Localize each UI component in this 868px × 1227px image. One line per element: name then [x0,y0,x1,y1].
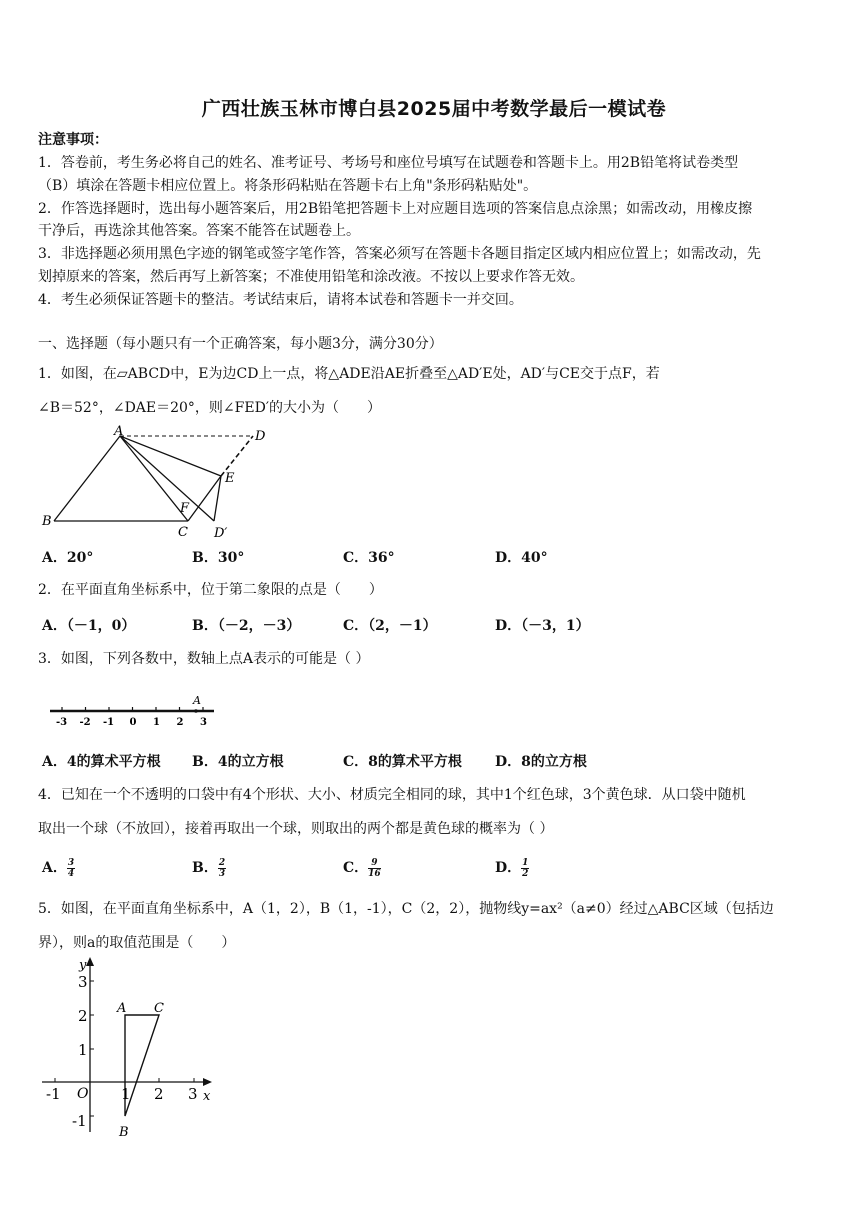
q4-option-b-fraction [218,858,226,879]
question-1-line1: 1．如图，在▱ABCD中，E为边CD上一点，将△ADE沿AE折叠至△AD′E处，AD′与CE交于点F，若 [38,366,660,382]
fraction-numerator: 1 [522,857,529,868]
q4-option-d-label: D． [495,860,522,876]
fraction-numerator: 3 [67,857,75,868]
q4-option-c-fraction [368,858,381,879]
q2-option-b: B．（－2，－3） [192,618,301,634]
q4-option-a [42,857,75,879]
question-2: 2．在平面直角坐标系中，位于第二象限的点是（ ） [38,582,383,598]
graph-x-label: x [203,1089,211,1104]
number-line-tick-label: 1 [153,717,160,728]
fraction-numerator: 9 [368,858,381,869]
q4-option-d-fraction [521,858,529,879]
notice-item: （B）填涂在答题卡相应位置上。将条形码粘贴在答题卡右上角"条形码粘贴处"。 [38,178,538,194]
graph-x-tick: 1 [121,1085,131,1103]
notice-item: 4．考生必须保证答题卡的整洁。考试结束后，请将本试卷和答题卡一并交回。 [38,292,523,308]
q2-option-d: D．（－3，1） [495,618,590,634]
fraction-denominator: 2 [522,868,529,879]
graph-x-tick: 3 [188,1085,198,1103]
question-5-graph [38,954,218,1144]
q1-option-a: A．20° [42,550,94,566]
fraction-denominator: 3 [218,868,226,879]
fraction-denominator: 4 [67,868,75,879]
q1-option-c: C．36° [343,550,395,566]
q4-option-b-label: B． [192,860,218,876]
q4-option-d [495,857,529,879]
q3-option-a: A．4的算术平方根 [42,754,161,770]
number-line-tick-label: 3 [200,717,207,728]
q2-option-a: A．（－1，0） [42,618,136,634]
graph-point-b: B [119,1125,129,1140]
figure-label-f: F [180,501,190,516]
graph-y-tick: -1 [72,1112,87,1130]
figure-label-a: A [114,424,124,439]
q4-option-c-label: C． [343,860,369,876]
graph-y-tick: 1 [78,1041,88,1059]
question-4-line1: 4．已知在一个不透明的口袋中有4个形状、大小、材质完全相同的球，其中1个红色球，3个黄色球．从口袋中随机 [38,787,746,803]
q4-option-a-label: A． [42,860,67,876]
q3-option-d: D．8的立方根 [495,754,587,770]
number-line-tick-label: 2 [176,717,184,728]
q3-option-c: C．8的算术平方根 [343,754,462,770]
notice-item: 2．作答选择题时，选出每小题答案后，用2B铅笔把答题卡上对应题目选项的答案信息点涂黑；如需改动，用橡皮擦 [38,201,753,217]
question-1-figure [38,424,278,542]
graph-y-tick: 2 [78,1007,88,1025]
figure-label-c: C [178,525,188,540]
notice-heading: 注意事项： [38,132,108,148]
q2-option-c: C．（2，－1） [343,618,437,634]
number-line-point-label: A [192,694,201,707]
q1-option-d: D．40° [495,550,548,566]
number-line-tick-label: -3 [56,717,68,728]
graph-origin-label: O [77,1086,89,1102]
q4-option-c [343,857,381,879]
graph-point-a: A [117,1001,127,1016]
fraction-numerator: 2 [218,857,226,868]
figure-label-d-prime: D′ [214,526,228,541]
question-3: 3．如图，下列各数中，数轴上点A表示的可能是（ ） [38,651,370,667]
figure-label-e: E [225,471,235,486]
graph-point-c: C [154,1001,164,1016]
q3-option-b: B．4的立方根 [192,754,284,770]
section-heading: 一、选择题（每小题只有一个正确答案，每小题3分，满分30分） [38,336,443,352]
graph-x-tick: 2 [154,1085,164,1103]
number-line-tick-label: -2 [79,717,91,728]
number-line-tick-label: -1 [103,717,115,728]
question-5-line2: 界），则a的取值范围是（ ） [38,935,236,951]
q4-option-a-fraction [67,858,75,879]
question-5-line1: 5．如图，在平面直角坐标系中，A（1，2），B（1，-1），C（2，2），抛物线y=ax²（a≠0）经过△ABC区域（包括边 [38,901,774,917]
figure-label-b: B [42,514,52,529]
number-line-tick-label: 0 [129,717,137,728]
question-4-line2: 取出一个球（不放回），接着再取出一个球，则取出的两个都是黄色球的概率为（ ） [38,821,554,837]
page-title: 广西壮族玉林市博白县2025届中考数学最后一模试卷 [201,98,667,120]
figure-label-d: D [255,429,266,444]
number-line-point [194,709,198,713]
notice-item: 干净后，再选涂其他答案。答案不能答在试题卷上。 [38,223,360,239]
question-1-line2: ∠B＝52°，∠DAE＝20°，则∠FED′的大小为（ ） [38,400,381,416]
notice-item: 划掉原来的答案，然后再写上新答案；不准使用铅笔和涂改液。不按以上要求作答无效。 [38,269,584,285]
graph-y-tick: 3 [78,973,88,991]
q1-option-b: B．30° [192,550,245,566]
question-3-number-line [48,692,218,732]
notice-item: 1．答卷前，考生务必将自己的姓名、准考证号、考场号和座位号填写在试题卷和答题卡上。用2B铅笔将试卷类型 [38,155,739,171]
notice-item: 3．非选择题必须用黑色字迹的钢笔或签字笔作答，答案必须写在答题卡各题目指定区域内相应位置上；如需改动，先 [38,246,761,262]
graph-x-tick: -1 [46,1085,61,1103]
fraction-denominator: 16 [368,868,381,879]
q4-option-b [192,857,226,879]
graph-y-label: y [79,958,87,973]
